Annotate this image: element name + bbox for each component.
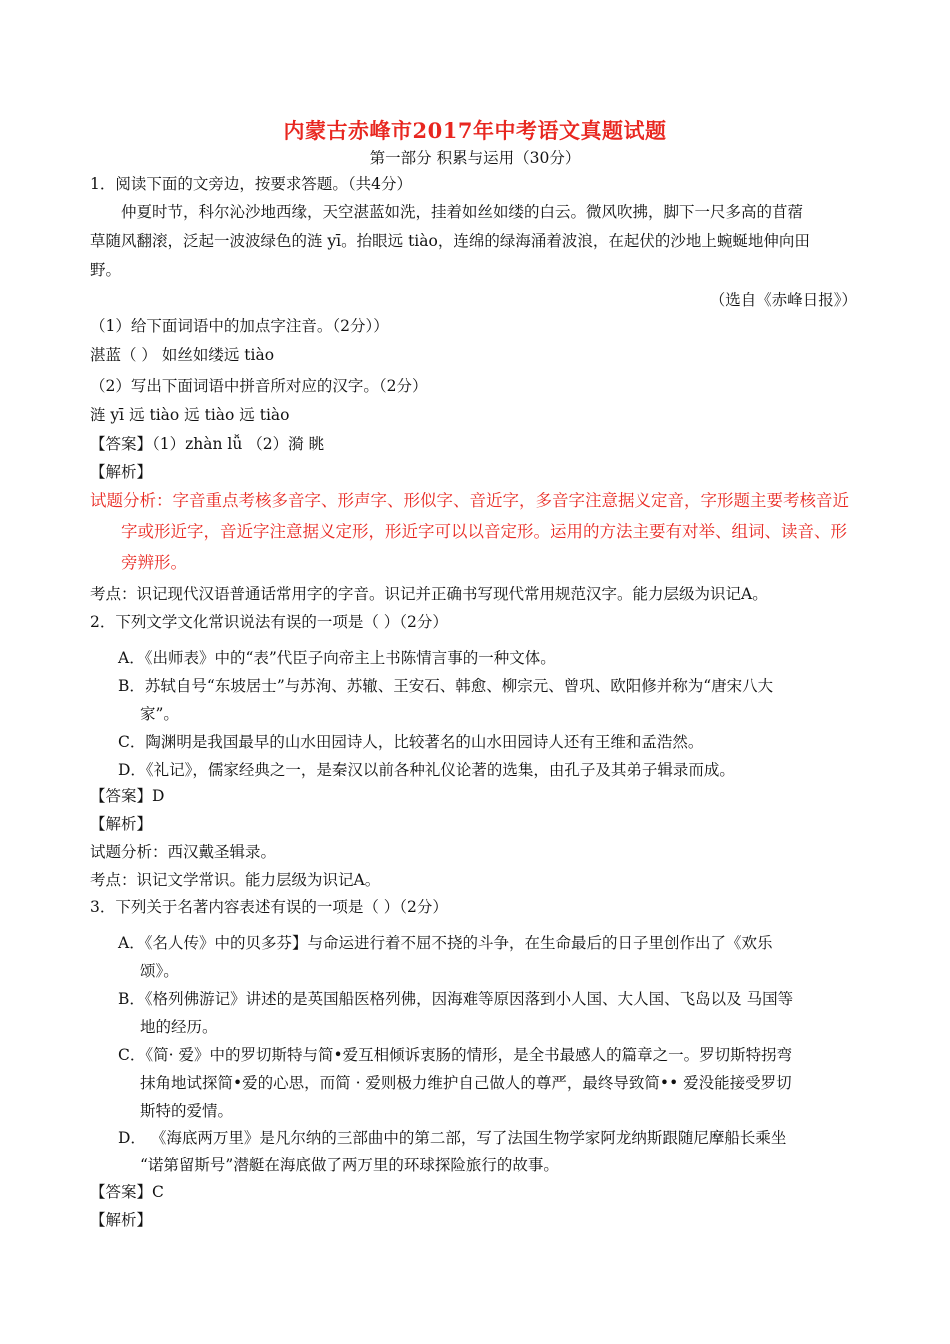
- q2-stem: 2．下列文学文化常识说法有误的一项是（ ）（2分）: [90, 613, 448, 631]
- q1-analysis-line: 字或形近字，音近字注意据义定形，形近字可以以音定形。运用的方法主要有对举、组词、读音、形: [121, 522, 847, 541]
- q1-passage-line: 草随风翻滚，泛起一波波绿色的涟 yī。抬眼远 tiào，连绵的绿海涌着波浪，在起伏的沙地上蜿蜒地伸向田: [90, 232, 810, 250]
- q2-option-d: D．《礼记》，儒家经典之一，是秦汉以前各种礼仪论著的选集，由孔子及其弟子辑录而成。: [118, 761, 735, 779]
- q2-option-b: B．苏轼自号“东坡居士”与苏洵、苏辙、王安石、韩愈、柳宗元、曾巩、欧阳修并称为“唐宋八大: [118, 677, 774, 695]
- q1-sub1-items: 湛蓝（ ） 如丝如缕远 tiào: [90, 346, 275, 364]
- q3-option-d: D． 《海底两万里》是凡尔纳的三部曲中的第二部，写了法国生物学家阿龙纳斯跟随尼摩船长乘坐: [118, 1129, 787, 1147]
- q3-option-a-cont: 颂》。: [140, 962, 179, 980]
- q2-analysis: 试题分析：西汉戴圣辑录。: [90, 843, 277, 861]
- q1-analysis-label: 【解析】: [90, 463, 153, 481]
- q1-passage-line: 野。: [90, 261, 122, 279]
- q2-analysis-label: 【解析】: [90, 815, 153, 833]
- q2-answer: 【答案】D: [90, 787, 165, 805]
- q3-option-b: B．《格列佛游记》讲述的是英国船医格列佛，因海难等原因落到小人国、大人国、飞岛以及 马国等: [118, 990, 794, 1008]
- q2-kaodian: 考点：识记文学常识。能力层级为识记A。: [90, 871, 381, 889]
- q1-source: （选自《赤峰日报》）: [709, 291, 857, 309]
- q2-option-b-cont: 家”。: [140, 705, 179, 723]
- q2-option-c: C．陶渊明是我国最早的山水田园诗人，比较著名的山水田园诗人还有王维和孟浩然。: [118, 733, 704, 751]
- q3-option-c-cont: 斯特的爱情。: [140, 1102, 234, 1120]
- q1-stem: 1．阅读下面的文旁边，按要求答题。（共4分）: [90, 175, 412, 193]
- q3-option-d-cont: “诺第留斯号”潜艇在海底做了两万里的环球探险旅行的故事。: [140, 1156, 559, 1174]
- q2-option-a: A．《出师表》中的“表”代臣子向帝主上书陈情言事的一种文体。: [118, 649, 556, 667]
- q1-kaodian: 考点：识记现代汉语普通话常用字的字音。识记并正确书写现代常用规范汉字。能力层级为识记A。: [90, 585, 768, 603]
- section-heading: 第一部分 积累与运用（30分）: [369, 149, 581, 167]
- q1-analysis-line: 旁辨形。: [121, 553, 187, 572]
- q1-passage-line: 仲夏时节，科尔沁沙地西缘，天空湛蓝如洗，挂着如丝如缕的白云。微风吹拂，脚下一尺多高的苜蓿: [121, 203, 804, 221]
- document-title: 内蒙古赤峰市2017年中考语文真题试题: [283, 118, 667, 143]
- q3-option-c: C．《简· 爱》中的罗切斯特与简•爱互相倾诉衷肠的情形，是全书最感人的篇章之一。罗切斯特拐弯: [118, 1046, 793, 1064]
- q3-answer: 【答案】C: [90, 1183, 164, 1201]
- q3-option-a: A．《名人传》中的贝多芬】与命运进行着不屈不挠的斗争，在生命最后的日子里创作出了《欢乐: [118, 934, 773, 952]
- q1-analysis-line: 试题分析：字音重点考核多音字、形声字、形似字、音近字，多音字注意据义定音，字形题主要考核音近: [90, 491, 849, 510]
- q1-answer: 【答案】（1）zhàn lǚ （2）漪 眺: [90, 435, 325, 453]
- q3-analysis-label: 【解析】: [90, 1211, 153, 1229]
- q1-sub2: （2）写出下面词语中拼音所对应的汉字。（2分）: [90, 377, 428, 395]
- q3-option-b-cont: 地的经历。: [140, 1018, 218, 1036]
- q3-stem: 3．下列关于名著内容表述有误的一项是（ ）（2分）: [90, 898, 448, 916]
- q1-sub1: （1）给下面词语中的加点字注音。（2分））: [90, 317, 389, 335]
- q1-sub2-items: 涟 yī 远 tiào 远 tiào 远 tiào: [90, 406, 290, 424]
- q3-option-c-cont: 抹角地试探简•爱的心思，而简 · 爱则极力维护自己做人的尊严，最终导致简•• 爱没能接受罗切: [140, 1074, 792, 1092]
